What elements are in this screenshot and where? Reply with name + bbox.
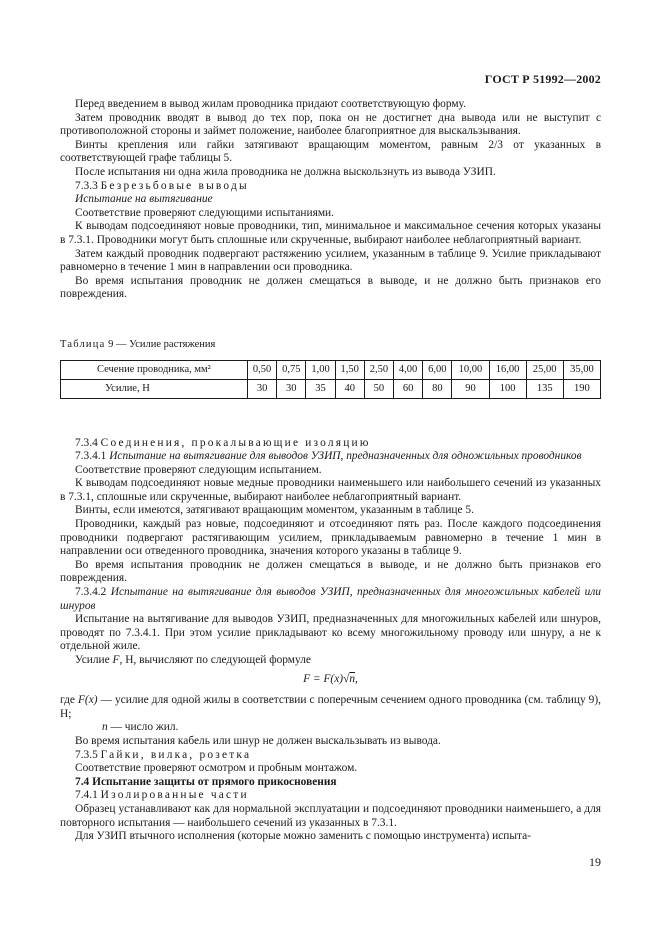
spacer (60, 399, 601, 437)
cell-force: 135 (526, 379, 563, 398)
cell-section: 6,00 (423, 360, 452, 379)
text-run: где (60, 694, 78, 707)
paragraph (60, 654, 601, 668)
cell-force: 35 (306, 379, 335, 398)
sqrt-icon: √ (343, 672, 350, 685)
formula (60, 673, 601, 687)
subsection-heading-7-3-4-2 (60, 586, 601, 613)
section-number: 7.3.4 (75, 436, 98, 449)
subsection-heading-7-3-4-1 (60, 450, 601, 464)
paragraph: Затем проводник вводят в вывод до тех пор, пока он не достигнет дна вывода или не выступит с противоположной стороны и займет положение, наиболее благоприятное для выскальзывания. (60, 111, 601, 138)
subsection-title: Изолированные части (100, 789, 249, 802)
text-run: — число жил. (107, 721, 179, 734)
variable-fx: F(x) (77, 694, 98, 707)
formula-fx: F(x) (323, 672, 344, 685)
cell-section: 16,00 (489, 360, 526, 379)
cell-force: 30 (277, 379, 306, 398)
document-code: ГОСТ Р 51992—2002 (484, 72, 601, 86)
subsection-heading-7-4-1 (60, 789, 601, 803)
cell-force: 100 (489, 379, 526, 398)
paragraph: Образец устанавливают как для нормальной эксплуатации и подсоединяют проводники наименьшего, а для повторного испытания — наибольшего сечений из указанных в 7.3.1. (60, 802, 601, 829)
section-number: 7.3.5 (75, 748, 98, 761)
formula-tail: , (355, 672, 358, 685)
paragraph: Для УЗИП втычного исполнения (которые можно заменить с помощью инструмента) испыта- (75, 830, 531, 843)
section-title: Соединения, прокалывающие изоляцию (100, 436, 371, 449)
table-9 (60, 360, 601, 399)
cell-section: 1,00 (306, 360, 335, 379)
paragraph: Перед введением в вывод жилам проводника придают соответствующую форму. (75, 98, 466, 110)
subsection-title: Испытание на вытягивание для выводов УЗИП, предназначенных для одножильных проводников (109, 450, 582, 463)
cell-force: 90 (452, 379, 489, 398)
paragraph: Соответствие проверяют следующими испытаниями. (75, 206, 335, 219)
table-caption-text: 9 — Усилие растяжения (108, 338, 216, 350)
cell-section: 10,00 (452, 360, 489, 379)
where-clause (60, 694, 601, 721)
cell-section: 0,75 (277, 360, 306, 379)
cell-section: 35,00 (563, 360, 600, 379)
row-label-force: Усилие, Н (61, 379, 248, 398)
paragraph: Винты, если имеются, затягивают вращающим моментом, указанным в таблице 5. (75, 504, 474, 517)
section-heading-7-3-3 (60, 180, 601, 194)
subsection-title: Испытание на вытягивание (75, 193, 213, 206)
text-run: , Н, вычисляют по следующей формуле (119, 654, 311, 666)
cell-force: 50 (364, 379, 393, 398)
section-title: Гайки, вилка, розетка (100, 748, 252, 761)
where-clause-n (60, 721, 601, 735)
paragraph: Во время испытания проводник не должен смещаться в выводе, и не должно быть признаков его повреждения. (60, 274, 601, 301)
table-caption-word: Таблица (60, 338, 106, 350)
paragraph: К выводам подсоединяют новые проводники, тип, минимальное и максимальное сечения которых указаны в 7.3.1. Проводники могут быть сплошные или скрученные, выбирают наиболее неблагоприятный вариант. (60, 220, 601, 246)
variable-f: F (112, 654, 120, 666)
paragraph: К выводам подсоединяют новые медные проводники наименьшего или наибольшего сечений из указанных в 7.3.1, сплошные или скрученные, выбирают наиболее неблагоприятный вариант. (60, 477, 601, 503)
page-body (60, 98, 601, 844)
paragraph: Во время испытания кабель или шнур не должен выскальзывать из вывода. (75, 734, 441, 747)
cell-section: 2,50 (364, 360, 393, 379)
cell-section: 4,00 (394, 360, 423, 379)
section-heading-7-3-5 (60, 749, 601, 763)
cell-force: 40 (335, 379, 364, 398)
table-row-sections (61, 360, 601, 379)
formula-lhs: F = (303, 672, 321, 685)
section-number: 7.3.3 (75, 179, 98, 192)
paragraph: Во время испытания проводник не должен смещаться в выводе, и не должно быть признаков его повреждения. (60, 558, 601, 585)
paragraph: Испытание на вытягивание для выводов УЗИП, предназначенных для многожильных кабелей или шнуров, проводят по 7.3.4.1. При этом усилие прикладывают ко всему многожильному проводу или шнуру, а не к отдельной жиле. (60, 613, 601, 653)
subsection-title: Испытание на вытягивание для выводов УЗИП, предназначенных для многожильных кабелей или шнуров (60, 586, 601, 612)
cell-section: 1,50 (335, 360, 364, 379)
cell-force: 80 (423, 379, 452, 398)
paragraph: Соответствие проверяют осмотром и пробным монтажом. (75, 762, 358, 775)
section-title: Безрезьбовые выводы (100, 179, 249, 192)
page-number: 19 (589, 855, 601, 869)
paragraph: Винты крепления или гайки затягивают вращающим моментом, равным 2/3 от указанных в соответствующей графе таблицы 5. (60, 138, 601, 165)
section-heading-7-4: 7.4 Испытание защиты от прямого прикосновения (75, 775, 337, 788)
subsection-number: 7.3.4.2 (75, 586, 107, 599)
row-label-section: Сечение проводника, мм² (61, 360, 248, 379)
table-caption (60, 338, 601, 352)
cell-force: 60 (394, 379, 423, 398)
text-run: — усилие для одной жилы в соответствии с поперечным сечением одного проводника (см. таблицу 9), Н; (60, 694, 601, 720)
subsection-number: 7.3.4.1 (75, 450, 107, 463)
table-row-forces (61, 379, 601, 398)
paragraph: После испытания ни одна жила проводника не должна выскользнуть из вывода УЗИП. (75, 165, 496, 178)
section-heading-7-3-4 (60, 437, 601, 451)
cell-section: 25,00 (526, 360, 563, 379)
formula-n: n (349, 672, 356, 685)
paragraph: Соответствие проверяют следующим испытанием. (75, 463, 322, 476)
cell-force: 190 (563, 379, 600, 398)
cell-section: 0,50 (248, 360, 277, 379)
paragraph: Затем каждый проводник подвергают растяжению усилием, указанным в таблице 9. Усилие прикладывают равномерно в течение 1 мин в направлении оси проводника. (60, 247, 601, 274)
text-run: Усилие (75, 654, 113, 666)
variable-n: n (102, 721, 108, 734)
cell-force: 30 (248, 379, 277, 398)
paragraph: Проводники, каждый раз новые, подсоединяют и отсоединяют пять раз. После каждого подсоединения проводники подвергают растягивающим усилием, прикладываемым равномерно в течение 1 мин в направлении оси отведенного проводника, значения которого указаны в таблице 9. (60, 518, 601, 558)
subsection-number: 7.4.1 (75, 789, 98, 802)
